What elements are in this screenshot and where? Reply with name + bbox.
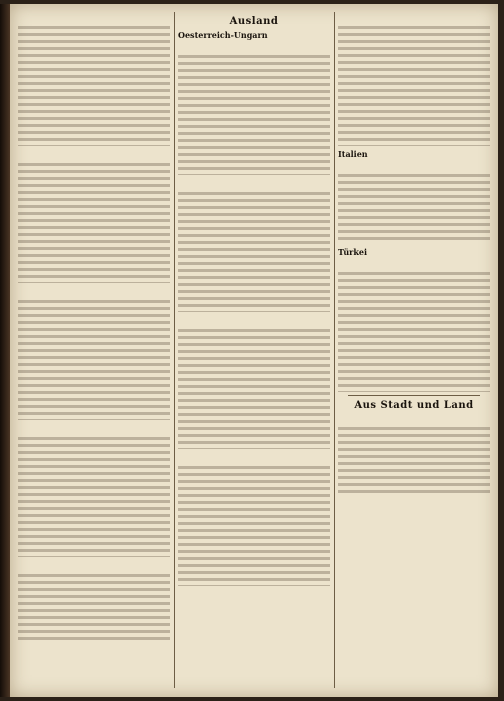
article-text	[18, 149, 170, 163]
article-text	[18, 286, 170, 300]
article-text	[178, 452, 330, 466]
column-divider	[334, 12, 335, 688]
article-text	[18, 560, 170, 574]
article-text	[18, 423, 170, 437]
newspaper-page	[10, 4, 498, 697]
column-right	[338, 12, 490, 688]
article-text	[178, 178, 330, 192]
illegible-text-lines	[338, 174, 490, 244]
illegible-text-lines	[178, 55, 330, 175]
column-left	[18, 12, 170, 688]
article-text	[338, 160, 490, 174]
article-text	[18, 12, 170, 26]
book-binding-edge	[0, 4, 10, 697]
illegible-text-lines	[338, 272, 490, 392]
illegible-text-lines	[18, 574, 170, 644]
section-heading-aus-stadt-und-land: Aus Stadt und Land	[354, 400, 474, 411]
article-text	[338, 12, 490, 26]
article-text	[338, 258, 490, 272]
article-text	[178, 315, 330, 329]
section-divider	[348, 395, 480, 396]
illegible-text-lines	[18, 300, 170, 420]
subheading-oesterreich-ungarn: Oesterreich-Ungarn	[178, 30, 268, 40]
illegible-text-lines	[338, 427, 490, 497]
illegible-text-lines	[338, 26, 490, 146]
illegible-text-lines	[178, 329, 330, 449]
subheading-tuerkei: Türkei	[338, 247, 368, 257]
article-text	[178, 41, 330, 55]
column-middle	[178, 12, 330, 688]
subheading-italien: Italien	[338, 149, 368, 159]
illegible-text-lines	[18, 163, 170, 283]
article-text	[338, 413, 490, 427]
illegible-text-lines	[178, 192, 330, 312]
column-divider	[174, 12, 175, 688]
section-heading-ausland: Ausland	[229, 16, 279, 27]
illegible-text-lines	[18, 26, 170, 146]
illegible-text-lines	[178, 466, 330, 586]
illegible-text-lines	[18, 437, 170, 557]
